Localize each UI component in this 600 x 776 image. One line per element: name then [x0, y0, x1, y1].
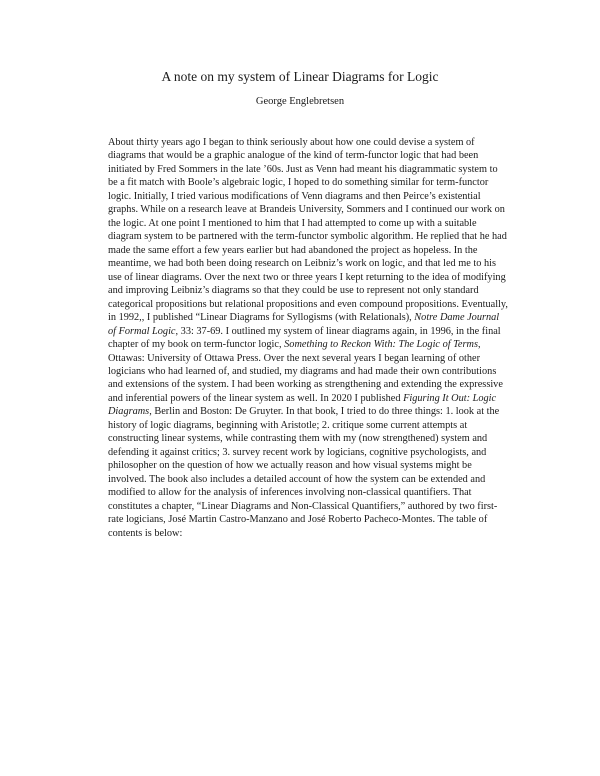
body-line — [108, 500, 520, 513]
body-line — [108, 473, 520, 486]
italic-title: of Formal Logic — [108, 325, 176, 337]
italic-title: Something to Reckon With: The Logic of Terms — [284, 339, 478, 351]
body-line — [108, 446, 520, 459]
italic-title: Diagrams — [108, 406, 150, 418]
text-run: , 33: 37-69. I outlined my system of linear diagrams again, in 1996, in the final — [175, 325, 501, 337]
body-line — [108, 244, 520, 257]
body-line — [108, 392, 520, 405]
text-run: and inferential powers of the linear system as well. In 2020 I published — [108, 392, 404, 404]
text-run: Ottawas: University of Ottawa Press. Over the next several years I began learning of other — [108, 352, 480, 364]
text-run: history of logic diagrams, beginning with Aristotle; 2. critique some current attempts at — [108, 419, 468, 431]
body-line — [108, 513, 520, 526]
text-run: made the same effort a few years earlier but had abandoned the project as hopeless. In the — [108, 244, 478, 256]
text-run: categorical propositions but relational propositions and even compound propositions. Eventually, — [108, 298, 508, 310]
body-line — [108, 176, 520, 189]
body-line — [108, 405, 520, 418]
text-run: in 1992,, I published “Linear Diagrams for Syllogisms (with Relationals), — [108, 312, 415, 324]
text-run: constructing linear systems, while contrasting them with my (now strengthened) system and — [108, 433, 488, 445]
body-line — [108, 257, 520, 270]
body-line — [108, 432, 520, 445]
italic-title: Notre Dame Journal — [414, 312, 500, 324]
text-run: the logic. At one point I mentioned to him that I had attempted to come up with a suitable — [108, 217, 477, 229]
document-title: A note on my system of Linear Diagrams for Logic — [161, 69, 439, 84]
text-run: , — [477, 339, 481, 351]
body-line — [108, 419, 520, 432]
document-author: George Englebretsen — [255, 96, 345, 107]
body-line — [108, 352, 520, 365]
text-run: involved. The book also includes a detailed account of how the system can be extended and — [108, 473, 486, 485]
body-line — [108, 459, 520, 472]
text-run: About thirty years ago I began to think seriously about how one could devise a system of — [108, 137, 475, 148]
text-run: use of linear diagrams. Over the next two or three years I kept returning to the idea of modifying — [108, 271, 506, 283]
text-run: diagrams that would be a graphic analogue of the kind of term-functor logic that had been — [108, 150, 479, 162]
text-run: constitutes a chapter, “Linear Diagrams and Non-Classical Quantifiers,” authored by two first- — [108, 500, 498, 512]
body-line — [108, 217, 520, 230]
text-run: and extensions of the system. I had been working as strengthening and extending the expressive — [108, 379, 503, 391]
text-run: diagram system to be partnered with the term-functor symbolic algorithm. He replied that he had — [108, 231, 507, 243]
body-line — [108, 378, 520, 391]
text-run: contents is below: — [108, 527, 183, 539]
body-line — [108, 271, 520, 284]
text-run: meantime, we had both been doing research on Leibniz’s work on logic, and that led me to his — [108, 258, 497, 270]
text-run: philosopher on the question of how we actually reason and how visual systems might be — [108, 460, 472, 472]
body-line — [108, 230, 520, 243]
body-line — [108, 298, 520, 311]
text-run: be a fit match with Boole’s algebraic logic, I hoped to do something similar for term-functor — [108, 177, 489, 189]
body-paragraph — [108, 136, 520, 540]
text-run: chapter of my book on term-functor logic, — [108, 339, 285, 351]
body-line — [108, 136, 520, 149]
body-line — [108, 365, 520, 378]
text-run: initiated by Fred Sommers in the late ’60s. Just as Venn had meant his diagrammatic system to — [108, 163, 498, 175]
text-run: modified to allow for the analysis of inferences involving non-classical quantifiers. That — [108, 487, 472, 499]
body-line — [108, 203, 520, 216]
body-line — [108, 325, 520, 338]
text-run: , Berlin and Boston: De Gruyter. In that book, I tried to do three things: 1. look at the — [149, 406, 500, 418]
italic-title: Figuring It Out: Logic — [403, 392, 497, 404]
body-line — [108, 190, 520, 203]
text-run: logicians who had learned of, and studied, my diagrams and had made their own contributions — [108, 365, 497, 377]
body-line — [108, 284, 520, 297]
text-run: graphs. While on a research leave at Brandeis University, Sommers and I continued our work on — [108, 204, 505, 216]
text-run: and improving Leibniz’s diagrams so that they could be use to represent not only standard — [108, 285, 479, 297]
body-line — [108, 338, 520, 351]
body-line — [108, 311, 520, 324]
body-line — [108, 149, 520, 162]
body-line — [108, 486, 520, 499]
text-run: rate logicians, José Martin Castro-Manzano and José Roberto Pacheco-Montes. The table of — [108, 514, 488, 526]
text-run: defending it against critics; 3. survey recent work by logicians, cognitive psychologists, and — [108, 446, 487, 458]
body-line — [108, 527, 520, 540]
body-line — [108, 163, 520, 176]
text-run: logic. Initially, I tried various modifications of Venn diagrams and then Peirce’s existential — [108, 190, 481, 202]
